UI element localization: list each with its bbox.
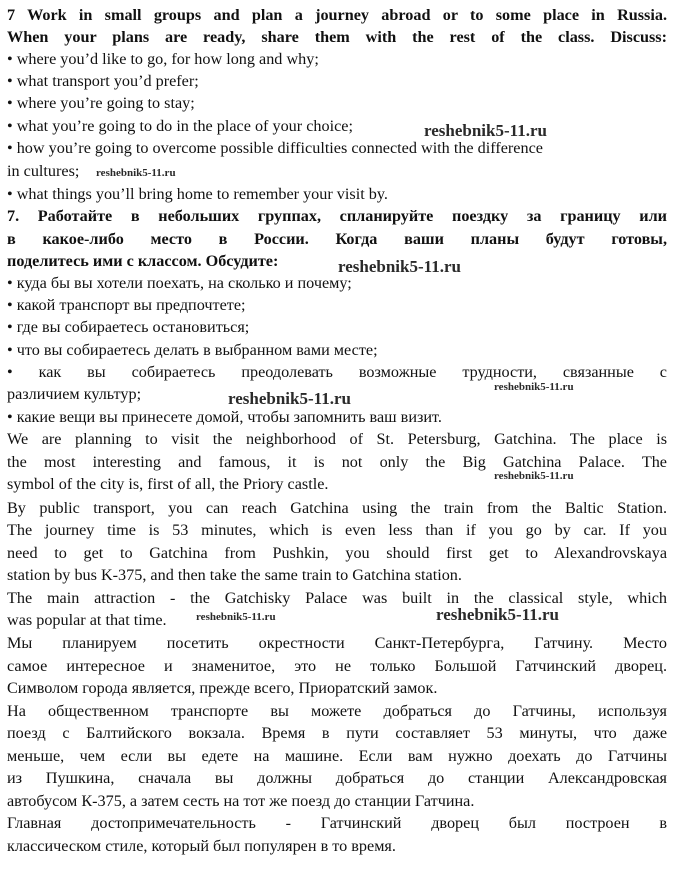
answer-ru-line: Символом города является, прежде всего, Приоратский замок. [7, 679, 438, 697]
task-ru-bullet: • какой транспорт вы предпочтете; [7, 296, 246, 314]
task-ru-bullet: • что вы собираетесь делать в выбранном вами месте; [7, 341, 378, 359]
answer-ru-line: автобусом К-375, а затем сесть на тот же поезд до станции Гатчина. [7, 792, 475, 810]
watermark: reshebnik5-11.ru [196, 611, 276, 623]
task-en-bullet: • what things you’ll bring home to remember your visit by. [7, 185, 388, 203]
answer-ru-line: На общественном транспорте вы можете добраться до Гатчины, используя [7, 702, 667, 720]
answer-ru-line: самое интересное и знаменитое, это не только Большой Гатчинский дворец. [7, 657, 667, 675]
task-en-heading-line-1: 7 Work in small groups and plan a journey abroad or to some place in Russia. [7, 6, 667, 24]
watermark: reshebnik5-11.ru [96, 167, 176, 179]
task-en-bullet: • where you’re going to stay; [7, 94, 195, 112]
watermark: reshebnik5-11.ru [436, 605, 559, 624]
answer-en-line: the most interesting and famous, it is not only the Big Gatchina Palace. The [7, 453, 667, 471]
task-en-bullet: • what transport you’d prefer; [7, 72, 199, 90]
answer-en-line: need to get to Gatchina from Pushkin, you should first get to Alexandrovskaya [7, 544, 667, 562]
task-en-bullet: • what you’re going to do in the place of your choice; [7, 117, 353, 135]
answer-ru-line: классическом стиле, который был популярен в то время. [7, 837, 396, 855]
answer-en-line: By public transport, you can reach Gatchina using the train from the Baltic Station. [7, 499, 667, 517]
answer-en-line: was popular at that time. [7, 611, 167, 629]
answer-en-line: The main attraction - the Gatchisky Palace was built in the classical style, which [7, 589, 667, 607]
answer-ru-line: меньше, чем если вы едете на машине. Если вам нужно доехать до Гатчины [7, 747, 667, 765]
task-ru-bullet: • как вы собираетесь преодолевать возможные трудности, связанные с [7, 363, 667, 381]
task-en-bullet-continuation: in cultures; [7, 162, 80, 180]
answer-en-line: symbol of the city is, first of all, the Priory castle. [7, 475, 329, 493]
task-en-bullet: • where you’d like to go, for how long and why; [7, 50, 319, 68]
watermark: reshebnik5-11.ru [424, 121, 547, 140]
task-ru-bullet-continuation: различием культур; [7, 385, 142, 403]
task-ru-heading-line-1: 7. Работайте в небольших группах, спланируйте поездку за границу или [7, 207, 667, 225]
task-ru-bullet: • куда бы вы хотели поехать, на сколько и почему; [7, 274, 352, 292]
answer-en-line: station by bus K-375, and then take the same train to Gatchina station. [7, 566, 462, 584]
watermark: reshebnik5-11.ru [338, 257, 461, 276]
watermark: reshebnik5-11.ru [494, 470, 574, 482]
answer-en-line: The journey time is 53 minutes, which is even less than if you go by car. If you [7, 521, 667, 539]
task-en-bullet: • how you’re going to overcome possible difficulties connected with the difference [7, 139, 543, 157]
answer-en-line: We are planning to visit the neighborhood of St. Petersburg, Gatchina. The place is [7, 430, 667, 448]
answer-ru-line: Мы планируем посетить окрестности Санкт-Петербурга, Гатчину. Место [7, 634, 667, 652]
task-en-heading-line-2: When your plans are ready, share them with the rest of the class. Discuss: [7, 28, 667, 46]
task-ru-bullet: • где вы собираетесь остановиться; [7, 318, 250, 336]
task-ru-bullet: • какие вещи вы принесете домой, чтобы запомнить ваш визит. [7, 408, 442, 426]
watermark: reshebnik5-11.ru [228, 389, 351, 408]
answer-ru-line: поезд с Балтийского вокзала. Время в пути составляет 53 минуты, что даже [7, 724, 667, 742]
task-ru-heading-line-2: в какое-либо место в России. Когда ваши планы будут готовы, [7, 230, 667, 248]
answer-ru-line: из Пушкина, сначала вы должны добраться до станции Александровская [7, 769, 667, 787]
answer-ru-line: Главная достопримечательность - Гатчинский дворец был построен в [7, 814, 667, 832]
watermark: reshebnik5-11.ru [494, 381, 574, 393]
task-ru-heading-line-3: поделитесь ими с классом. Обсудите: [7, 252, 279, 270]
